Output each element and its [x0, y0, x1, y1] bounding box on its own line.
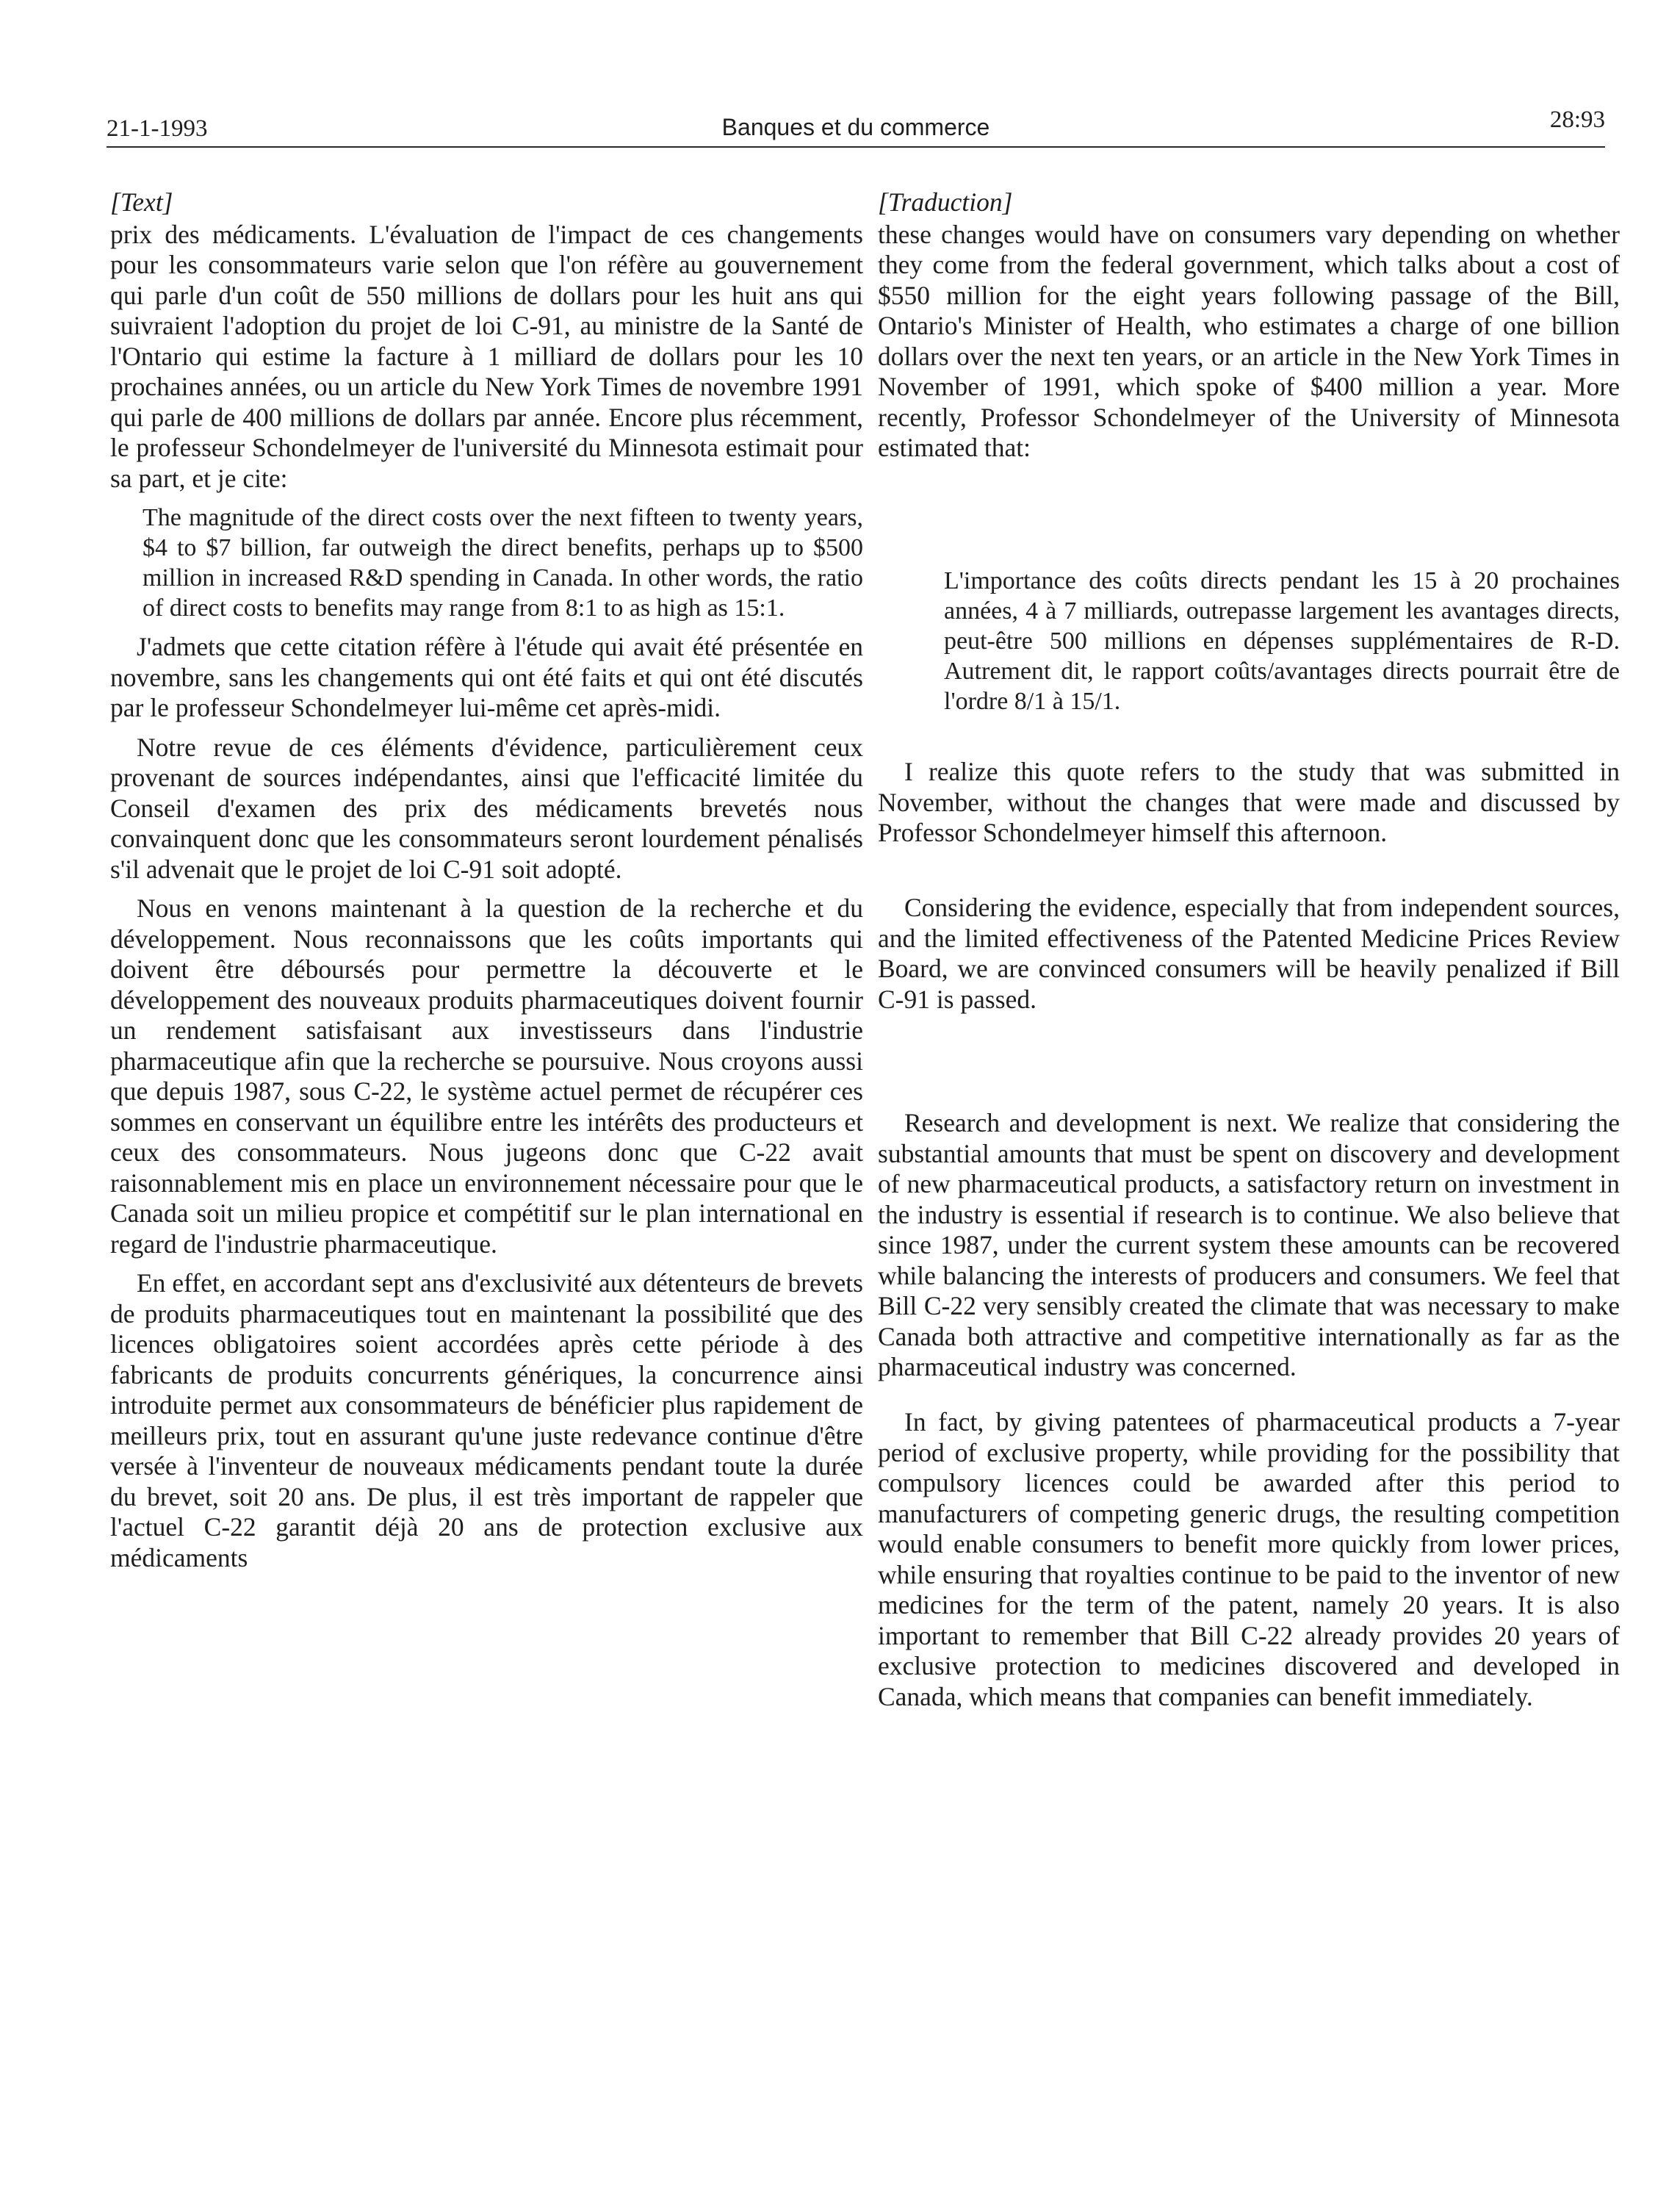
left-paragraph-3: Notre revue de ces éléments d'évidence, particulièrement ceux provenant de sources indépendantes, ainsi que l'efficacité limitée du Conseil d'examen des prix des médicaments brevetés nous convainquent donc que les consommateurs seront lourdement pénalisés s'il advenait que le projet de loi C-91 soit adopté. — [110, 732, 863, 884]
right-block-4 — [878, 1108, 1620, 1383]
right-block-1 — [878, 187, 1620, 464]
right-block-2 — [878, 757, 1620, 849]
header-date: 21-1-1993 — [107, 115, 208, 142]
left-paragraph-2: J'admets que cette citation réfère à l'étude qui avait été présentée en novembre, sans les changements qui ont été faits et qui ont été discutés par le professeur Schondelmeyer lui-même cet après-midi. — [110, 632, 863, 722]
right-block-3 — [878, 893, 1620, 1015]
left-paragraph-4: Nous en venons maintenant à la question de la recherche et du développement. Nous reconnaissons que les coûts importants qui doivent être déboursés pour permettre la découverte et le développement des nouveaux produits pharmaceutiques doivent fournir un rendement satisfaisant aux investisseurs dans l'industrie pharmaceutique afin que la recherche se poursuive. Nous croyons aussi que depuis 1987, sous C-22, le système actuel permet de récupérer ces sommes en conservant un équilibre entre les intérêts des producteurs et ceux des consommateurs. Nous jugeons donc que C-22 avait raisonnablement mis en place un environnement nécessaire pour que le Canada soit un milieu propice et compétitif sur le plan international en regard de l'industrie pharmaceutique. — [110, 893, 863, 1259]
left-column-french — [110, 187, 863, 1573]
right-paragraph-4: Research and development is next. We realize that considering the substantial amounts that must be spent on discovery and development of new pharmaceutical products, a satisfactory return on investment in the industry is essential if research is to continue. We also believe that since 1987, under the current system these amounts can be recovered while balancing the interests of producers and consumers. We feel that Bill C-22 very sensibly created the climate that was necessary to make Canada both attractive and competitive internationally as far as the pharmaceutical industry was concerned. — [878, 1108, 1620, 1381]
left-paragraph-5: En effet, en accordant sept ans d'exclusivité aux détenteurs de brevets de produits pharmaceutiques tout en maintenant la possibilité que des licences obligatoires soient accordées après cette période à des fabricants de produits concurrents génériques, la concurrence ainsi introduite permet aux consommateurs de bénéficier plus rapidement de meilleurs prix, tout en assurant qu'une juste redevance continue d'être versée à l'inventeur de nouveaux médicaments pendant toute la durée du brevet, soit 20 ans. De plus, il est très important de rappeler que l'actuel C-22 garantit déjà 20 ans de protection exclusive aux médicaments — [110, 1268, 863, 1572]
right-block-5 — [878, 1407, 1620, 1712]
right-section-tag: [Traduction] — [878, 187, 1013, 217]
left-paragraph-1: prix des médicaments. L'évaluation de l'impact de ces changements pour les consommateurs varie selon que l'on réfère au gouvernement qui parle d'un coût de 550 millions de dollars pour les huit ans qui suivraient l'adoption du projet de loi C-91, au ministre de la Santé de l'Ontario qui estime la facture à 1 milliard de dollars pour les 10 prochaines années, ou un article du New York Times de novembre 1991 qui parle de 400 millions de dollars par année. Encore plus récemment, le professeur Schondelmeyer de l'université du Minnesota estimait pour sa part, et je cite: — [110, 219, 863, 493]
header-page-number: 28:93 — [1549, 107, 1605, 133]
right-paragraph-3: Considering the evidence, especially that from independent sources, and the limited effectiveness of the Patented Medicine Prices Review Board, we are convinced consumers will be heavily penalized if Bill C-91 is passed. — [878, 893, 1620, 1014]
left-block-quote: The magnitude of the direct costs over the next fifteen to twenty years, $4 to $7 billion, far outweigh the direct benefits, perhaps up to $500 million in increased R&D spending in Canada. In other words, the ratio of direct costs to benefits may range from 8:1 to as high as 15:1. — [143, 504, 863, 622]
page-header — [107, 107, 1605, 148]
right-paragraph-5: In fact, by giving patentees of pharmaceutical products a 7-year period of exclusive property, while providing for the possibility that compulsory licences could be awarded after this period to manufacturers of competing generic drugs, the resulting competition would enable consumers to benefit more quickly from lower prices, while ensuring that royalties continue to be paid to the inventor of new medicines for the term of the patent, namely 20 years. It is also important to remember that Bill C-22 already provides 20 years of exclusive protection to medicines discovered and developed in Canada, which means that companies can benefit immediately. — [878, 1407, 1620, 1711]
left-section-tag: [Text] — [110, 187, 173, 217]
right-block-quote-wrap — [878, 566, 1620, 716]
right-paragraph-1: these changes would have on consumers vary depending on whether they come from the federal government, which talks about a cost of $550 million for the eight years following passage of the Bill, Ontario's Minister of Health, who estimates a charge of one billion dollars over the next ten years, or an article in the New York Times in November of 1991, which spoke of $400 million a year. More recently, Professor Schondelmeyer of the University of Minnesota estimated that: — [878, 219, 1620, 462]
right-paragraph-2: I realize this quote refers to the study that was submitted in November, without the changes that were made and discussed by Professor Schondelmeyer himself this afternoon. — [878, 757, 1620, 847]
right-block-quote: L'importance des coûts directs pendant les 15 à 20 prochaines années, 4 à 7 milliards, outrepasse largement les avantages directs, peut-être 500 millions en dépenses supplémentaires de R-D. Autrement dit, le rapport coûts/avantages directs pourrait être de l'ordre 8/1 à 15/1. — [944, 567, 1620, 715]
header-title: Banques et du commerce — [721, 114, 990, 140]
